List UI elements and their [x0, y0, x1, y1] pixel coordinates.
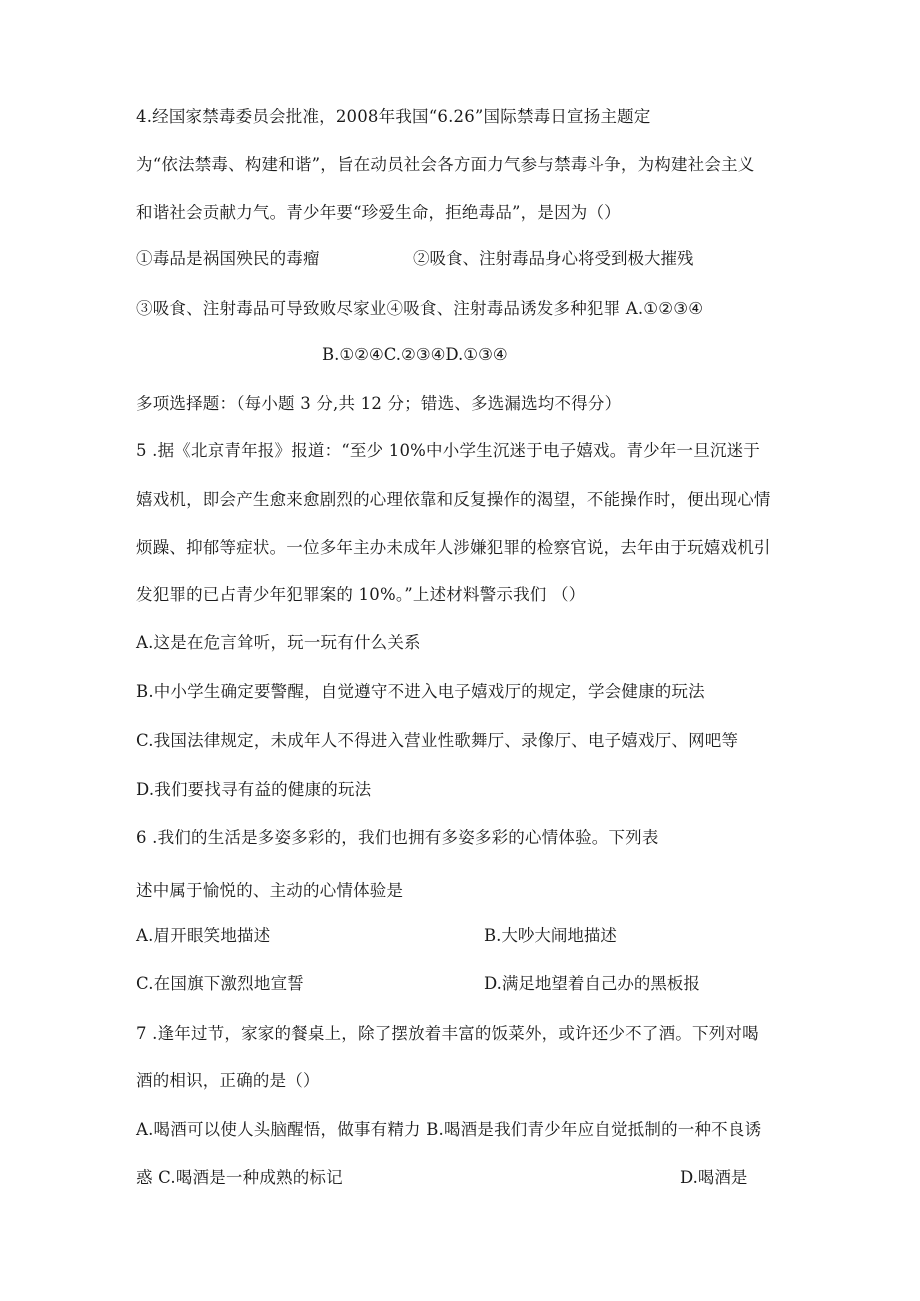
q6-option-d: D.满足地望着自己办的黑板报: [484, 974, 700, 993]
q7-line-1: 7 .逢年过节，家家的餐桌上，除了摆放着丰富的饭菜外，或许还少不了酒。下列对喝: [136, 1024, 759, 1043]
q4-option-1: ①毒品是祸国殃民的毒瘤: [136, 249, 320, 268]
q4-option-2: ②吸食、注射毒品身心将受到极大摧残: [413, 249, 694, 268]
q4-line-6: B.①②④C.②③④D.①③④: [322, 345, 508, 364]
q5-option-d: D.我们要找寻有益的健康的玩法: [136, 780, 372, 799]
q5-line-2: 嬉戏机，即会产生愈来愈剧烈的心理依靠和反复操作的渴望，不能操作时，便出现心情: [136, 490, 771, 509]
q5-line-4: 发犯罪的已占青少年犯罪案的 10%。”上述材料警示我们 （）: [136, 585, 586, 604]
q5-option-a: A.这是在危言耸听，玩一玩有什么关系: [136, 633, 421, 652]
q7-line-3: A.喝酒可以使人头脑醒悟，做事有精力 B.喝酒是我们青少年应自觉抵制的一种不良诱: [136, 1120, 762, 1139]
q7-line-4b: D.喝酒是: [680, 1168, 748, 1187]
q7-line-2: 酒的相识，正确的是（）: [136, 1071, 320, 1090]
q4-line-2: 为“依法禁毒、构建和谐”，旨在动员社会各方面力气参与禁毒斗争，为构建社会主义: [136, 155, 755, 174]
section-header: 多项选择题：（每小题 3 分,共 12 分；错选、多选漏选均不得分）: [136, 394, 622, 413]
q5-line-3: 烦躁、抑郁等症状。一位多年主办未成年人涉嫌犯罪的检察官说，去年由于玩嬉戏机引: [136, 538, 771, 557]
q4-line-3: 和谐社会贡献力气。青少年要“珍爱生命，拒绝毒品”，是因为（）: [136, 203, 621, 222]
q6-option-a: A.眉开眼笑地描述: [136, 926, 271, 945]
q6-option-c: C.在国旗下激烈地宣誓: [136, 974, 304, 993]
q6-line-1: 6 .我们的生活是多姿多彩的，我们也拥有多姿多彩的心情体验。下列表: [136, 828, 659, 847]
q6-line-2: 述中属于愉悦的、主动的心情体验是: [136, 881, 404, 900]
q4-line-1: 4.经国家禁毒委员会批准，2008年我国“6.26”国际禁毒日宣扬主题定: [136, 107, 651, 126]
q6-option-b: B.大吵大闹地描述: [484, 926, 617, 945]
q5-option-c: C.我国法律规定，未成年人不得进入营业性歌舞厅、录像厅、电子嬉戏厅、网吧等: [136, 731, 739, 750]
q5-option-b: B.中小学生确定要警醒，自觉遵守不进入电子嬉戏厅的规定，学会健康的玩法: [136, 682, 705, 701]
q7-line-4a: 惑 C.喝酒是一种成熟的标记: [136, 1168, 343, 1187]
q4-line-5: ③吸食、注射毒品可导致败尽家业④吸食、注射毒品诱发多种犯罪 A.①②③④: [136, 299, 704, 318]
q5-line-1: 5 .据《北京青年报》报道：“至少 10%中小学生沉迷于电子嬉戏。青少年一旦沉迷于: [136, 441, 761, 460]
